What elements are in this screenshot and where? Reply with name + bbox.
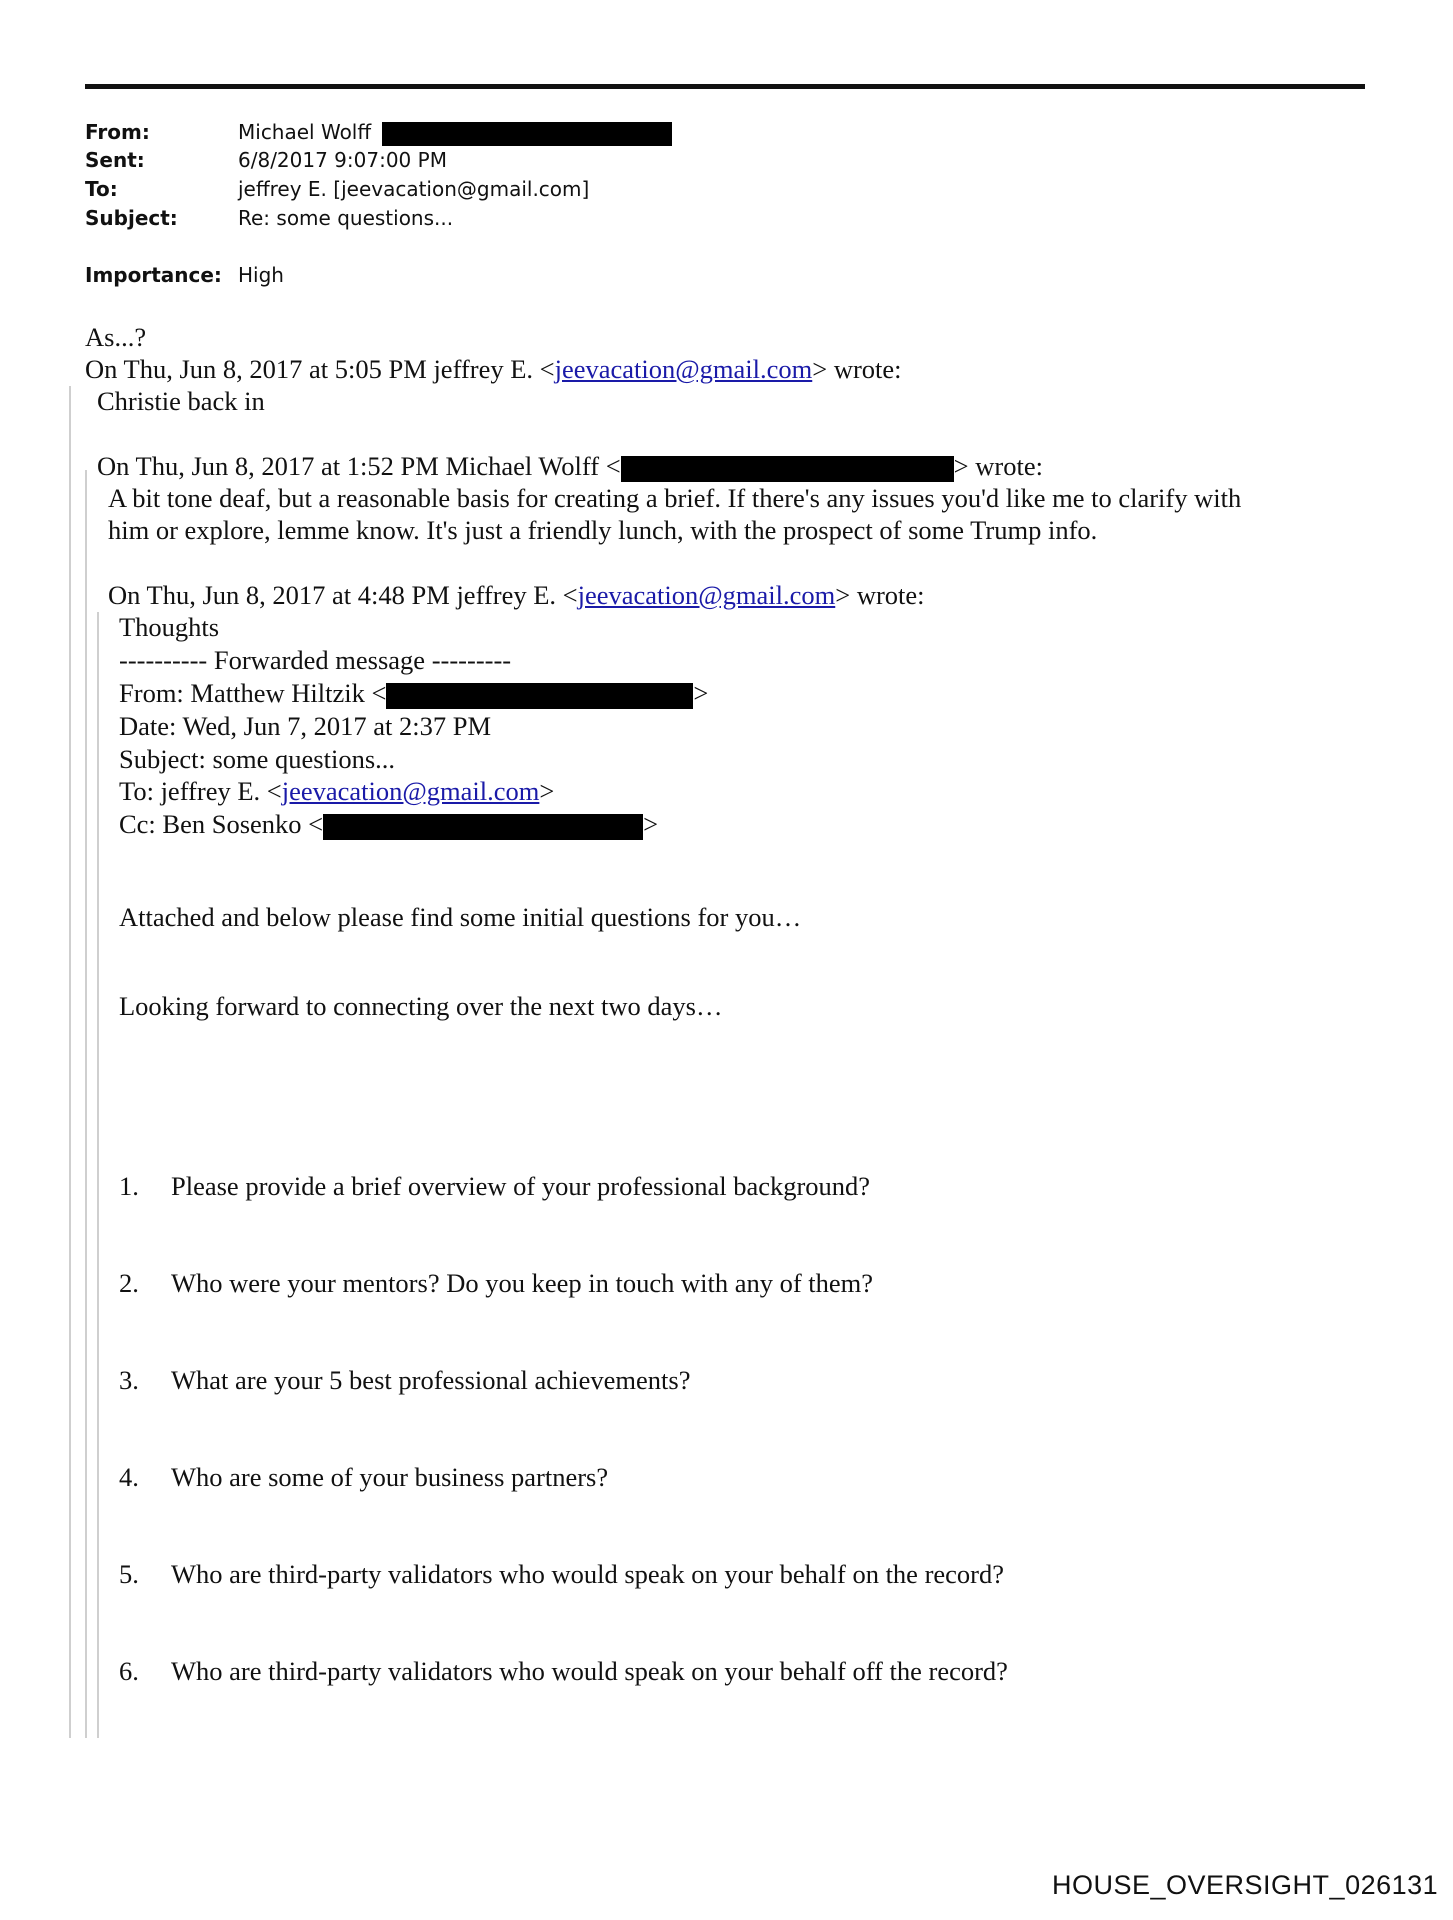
email-link[interactable]: jeevacation@gmail.com <box>577 580 836 610</box>
forwarded-to <box>119 776 554 807</box>
from-field <box>238 120 672 146</box>
forwarded-to-text: To: jeffrey E. < <box>119 776 282 806</box>
attached-line: Attached and below please find some initial questions for you… <box>119 902 802 932</box>
question-text: Who are some of your business partners? <box>171 1462 609 1492</box>
question-number: 3. <box>119 1365 139 1395</box>
question-number: 6. <box>119 1656 139 1686</box>
forwarded-from <box>119 678 708 709</box>
quote-header-2-text: On Thu, Jun 8, 2017 at 1:52 PM Michael Wolff < <box>97 451 621 481</box>
from-value: Michael Wolff <box>238 120 372 144</box>
redaction-bar <box>621 456 954 482</box>
importance-value: High <box>238 263 284 287</box>
from-label: From: <box>85 120 150 144</box>
sent-label: Sent: <box>85 148 145 172</box>
sent-value: 6/8/2017 9:07:00 PM <box>238 148 447 172</box>
subject-label: Subject: <box>85 206 178 230</box>
question-text: Who are third-party validators who would speak on your behalf off the record? <box>171 1656 1008 1686</box>
importance-label: Importance: <box>85 263 222 287</box>
reply-line: As...? <box>85 322 147 352</box>
quote-header-1-text: On Thu, Jun 8, 2017 at 5:05 PM jeffrey E. < <box>85 354 555 384</box>
quote-header-2 <box>97 451 1043 482</box>
quote-header-1 <box>85 354 902 385</box>
bates-number: HOUSE_OVERSIGHT_026131 <box>1052 1870 1439 1900</box>
question-number: 1. <box>119 1171 139 1201</box>
thoughts-line: Thoughts <box>119 612 220 642</box>
redaction-bar <box>323 814 643 840</box>
quote-header-1-end: > wrote: <box>812 354 902 384</box>
forwarded-to-end: > <box>539 776 555 806</box>
quote-text-1: Christie back in <box>97 386 265 416</box>
forwarded-from-text: From: Matthew Hiltzik < <box>119 678 387 708</box>
forwarded-date: Date: Wed, Jun 7, 2017 at 2:37 PM <box>119 711 492 741</box>
question-number: 5. <box>119 1559 139 1589</box>
top-divider <box>85 84 1365 89</box>
forwarded-cc <box>119 809 658 840</box>
redaction-bar <box>382 122 672 146</box>
looking-forward-line: Looking forward to connecting over the next two days… <box>119 991 723 1021</box>
forwarded-cc-text: Cc: Ben Sosenko < <box>119 809 324 839</box>
question-text: Who are third-party validators who would speak on your behalf on the record? <box>171 1559 1005 1589</box>
email-link[interactable]: jeevacation@gmail.com <box>554 354 813 384</box>
question-number: 4. <box>119 1462 139 1492</box>
forwarded-cc-end: > <box>643 809 659 839</box>
quote-header-3-end: > wrote: <box>835 580 925 610</box>
forwarded-subject: Subject: some questions... <box>119 744 396 774</box>
forwarded-from-end: > <box>693 678 709 708</box>
quote-bar-level-2 <box>85 470 87 1738</box>
question-text: Please provide a brief overview of your professional background? <box>171 1171 871 1201</box>
email-link[interactable]: jeevacation@gmail.com <box>281 776 540 806</box>
quote-bar-level-1 <box>69 386 71 1738</box>
quote-header-3 <box>108 580 925 611</box>
quote-header-2-end: > wrote: <box>953 451 1043 481</box>
quote-header-3-text: On Thu, Jun 8, 2017 at 4:48 PM jeffrey E. < <box>108 580 578 610</box>
forwarded-header: ---------- Forwarded message --------- <box>119 645 512 675</box>
to-value: jeffrey E. [jeevacation@gmail.com] <box>238 177 590 201</box>
question-text: Who were your mentors? Do you keep in touch with any of them? <box>171 1268 874 1298</box>
quote-text-2-line-1: A bit tone deaf, but a reasonable basis for creating a brief. If there's any issues you'd like me to clarify with <box>108 483 1242 513</box>
quote-bar-level-3 <box>97 612 99 1738</box>
subject-value: Re: some questions... <box>238 206 454 230</box>
question-number: 2. <box>119 1268 139 1298</box>
to-label: To: <box>85 177 118 201</box>
quote-text-2-line-2: him or explore, lemme know. It's just a friendly lunch, with the prospect of some Trump info. <box>108 515 1098 545</box>
question-text: What are your 5 best professional achievements? <box>171 1365 691 1395</box>
redaction-bar <box>386 683 693 709</box>
